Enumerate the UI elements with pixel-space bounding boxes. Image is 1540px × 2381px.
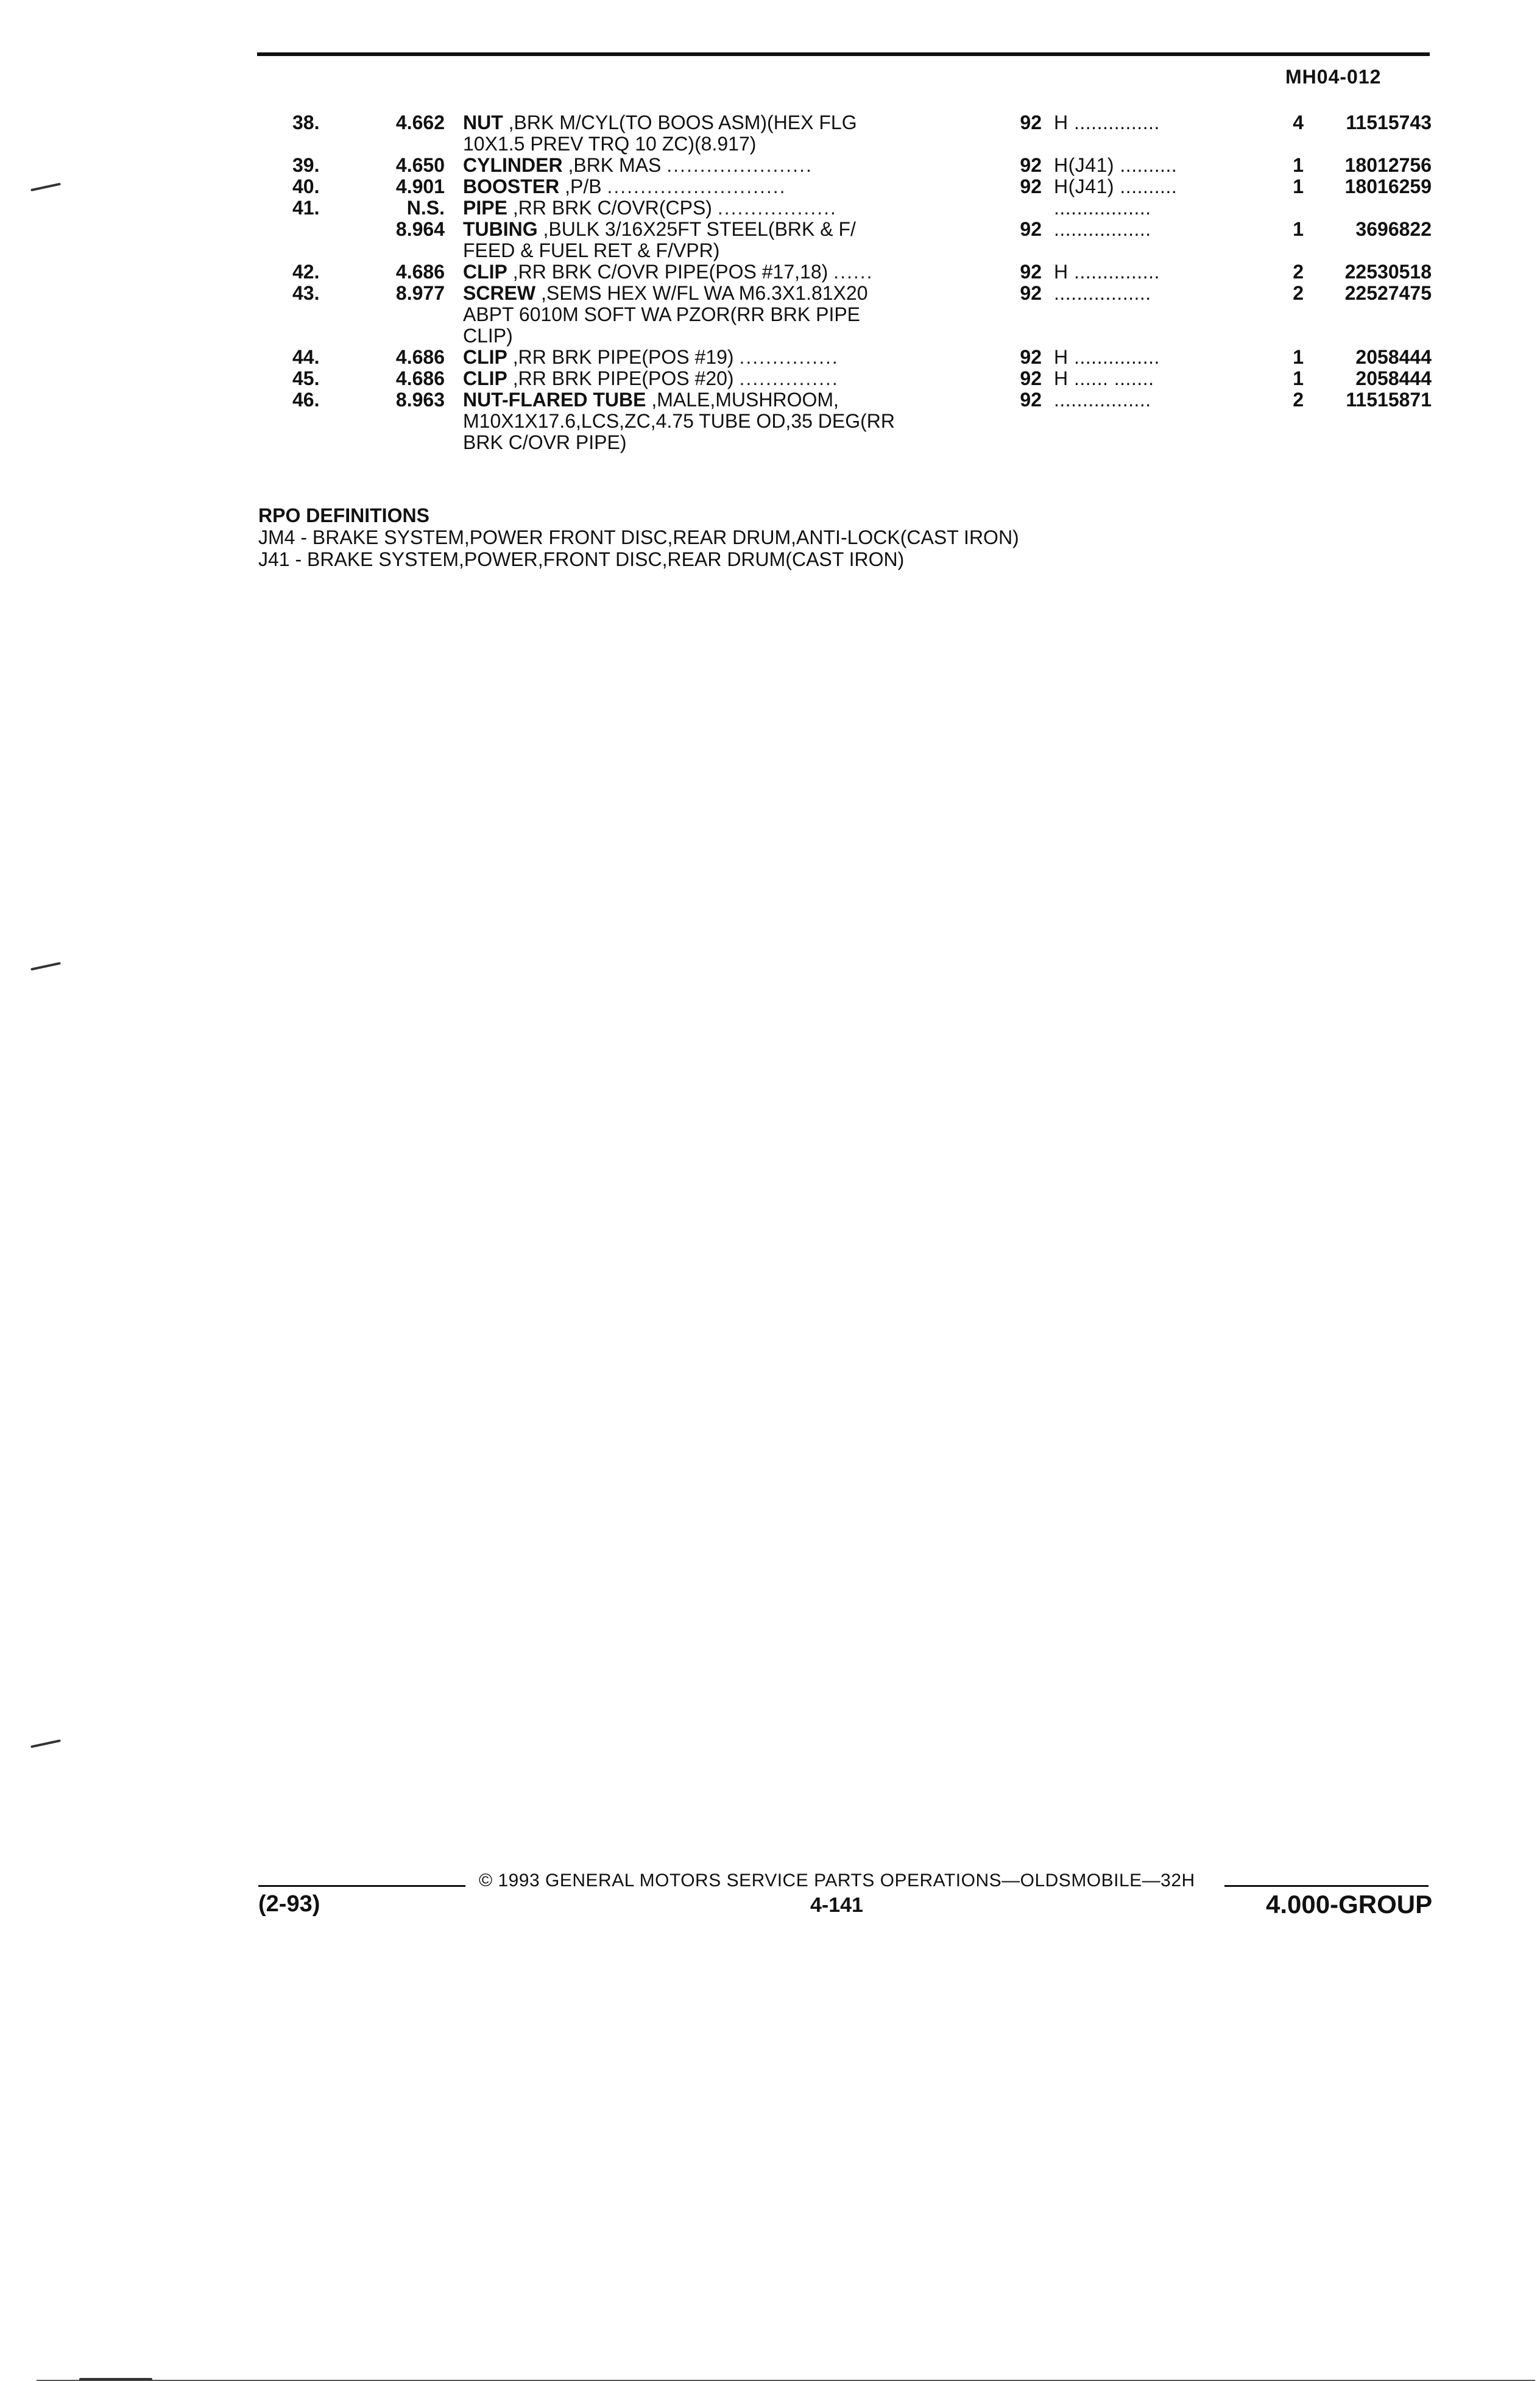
dot-leader: .......... xyxy=(1120,176,1178,197)
part-description xyxy=(463,389,987,411)
rpo-code-text: H(J41) xyxy=(1054,155,1115,176)
part-detail: BRK C/OVR PIPE) xyxy=(463,432,627,453)
dot-leader: ................. xyxy=(1054,219,1151,240)
model-year: 92 xyxy=(1020,218,1042,240)
document-id: MH04-012 xyxy=(1285,66,1382,88)
parts-row xyxy=(268,155,1438,176)
item-number: 40. xyxy=(292,175,320,197)
quantity: 2 xyxy=(1293,282,1304,304)
page-number: 4-141 xyxy=(810,1894,863,1917)
rpo-code-text: H xyxy=(1054,368,1068,389)
part-description xyxy=(463,368,987,389)
rpo-code-text: H xyxy=(1054,112,1068,133)
part-name: CYLINDER xyxy=(463,155,563,176)
dot-leader: .................. xyxy=(717,197,837,219)
quantity: 1 xyxy=(1293,367,1304,389)
dot-leader: ............... xyxy=(1074,261,1160,283)
part-number: 18016259 xyxy=(1344,175,1432,197)
item-number: 46. xyxy=(292,389,320,411)
part-number: 2058444 xyxy=(1355,346,1432,368)
model-year: 92 xyxy=(1020,389,1042,411)
part-number: 11515871 xyxy=(1346,389,1432,411)
dot-leader: ...... xyxy=(833,261,874,283)
part-description xyxy=(463,347,987,368)
group-number: 8.977 xyxy=(395,282,445,304)
footer-date-code: (2-93) xyxy=(258,1891,320,1917)
group-number: 4.901 xyxy=(395,175,445,197)
parts-row-continuation xyxy=(268,432,1438,453)
part-detail: FEED & FUEL RET & F/VPR) xyxy=(463,240,720,261)
rpo-code-text: H(J41) xyxy=(1054,176,1115,197)
part-detail: ABPT 6010M SOFT WA PZOR(RR BRK PIPE xyxy=(463,304,861,325)
model-year: 92 xyxy=(1020,282,1042,304)
part-number: 22530518 xyxy=(1344,261,1432,283)
rpo-code xyxy=(1054,176,1249,197)
dot-leader: ............... xyxy=(739,347,839,368)
group-number: 8.964 xyxy=(395,218,445,240)
item-number: 44. xyxy=(292,346,320,368)
rpo-definitions-title: RPO DEFINITIONS xyxy=(258,504,429,526)
dot-leader: ............... xyxy=(1074,112,1160,133)
part-detail: ,BRK MAS xyxy=(568,155,662,176)
part-number: 18012756 xyxy=(1344,154,1432,176)
dot-leader: ................. xyxy=(1054,389,1151,411)
quantity: 1 xyxy=(1293,218,1304,240)
rpo-definition-line: JM4 - BRAKE SYSTEM,POWER FRONT DISC,REAR DRUM,ANTI-LOCK(CAST IRON) xyxy=(258,526,1019,548)
part-detail: ,BRK M/CYL(TO BOOS ASM)(HEX FLG xyxy=(508,112,857,133)
part-detail: ,MALE,MUSHROOM, xyxy=(651,389,839,411)
part-detail: ,RR BRK PIPE(POS #19) xyxy=(512,347,734,368)
footer-rule-right xyxy=(1224,1885,1429,1887)
binder-hole-mark xyxy=(30,183,61,191)
parts-row xyxy=(268,389,1438,411)
group-number: 4.686 xyxy=(395,261,445,283)
item-number: 45. xyxy=(292,367,320,389)
dot-leader: ............... xyxy=(739,368,839,389)
dot-leader: .......... xyxy=(1120,155,1178,176)
dot-leader: ........................... xyxy=(607,176,786,197)
footer-group: 4.000-GROUP xyxy=(1266,1890,1433,1919)
rpo-code xyxy=(1054,261,1249,283)
part-detail: ,BULK 3/16X25FT STEEL(BRK & F/ xyxy=(543,219,856,240)
quantity: 1 xyxy=(1293,346,1304,368)
parts-row xyxy=(268,197,1438,219)
rpo-code xyxy=(1054,197,1249,219)
model-year: 92 xyxy=(1020,261,1042,283)
parts-row-continuation xyxy=(268,325,1438,347)
scan-edge-mark xyxy=(79,2378,152,2380)
part-name: CLIP xyxy=(463,261,507,283)
part-description xyxy=(463,432,987,453)
dot-leader: ...................... xyxy=(666,155,813,176)
parts-row xyxy=(268,347,1438,368)
model-year: 92 xyxy=(1020,346,1042,368)
item-number: 43. xyxy=(292,282,320,304)
parts-row xyxy=(268,261,1438,283)
model-year: 92 xyxy=(1020,111,1042,133)
quantity: 2 xyxy=(1293,261,1304,283)
part-description xyxy=(463,219,987,240)
rpo-code xyxy=(1054,389,1249,411)
model-year: 92 xyxy=(1020,367,1042,389)
group-number: N.S. xyxy=(406,197,445,219)
item-number: 41. xyxy=(292,197,320,219)
part-detail: ,P/B xyxy=(565,176,602,197)
group-number: 4.662 xyxy=(395,111,445,133)
rpo-code xyxy=(1054,112,1249,133)
part-name: NUT xyxy=(463,112,503,133)
part-description xyxy=(463,197,987,219)
part-description xyxy=(463,155,987,176)
part-detail: ,RR BRK C/OVR PIPE(POS #17,18) xyxy=(512,261,828,283)
part-description xyxy=(463,261,987,283)
footer-rule-left xyxy=(258,1885,465,1887)
rpo-code xyxy=(1054,368,1249,389)
parts-row xyxy=(268,283,1438,304)
part-detail: ,RR BRK PIPE(POS #20) xyxy=(512,368,734,389)
binder-hole-mark xyxy=(30,1739,61,1748)
part-description xyxy=(463,112,987,133)
quantity: 1 xyxy=(1293,175,1304,197)
part-description xyxy=(463,240,987,261)
part-description xyxy=(463,304,987,325)
part-name: SCREW xyxy=(463,283,536,304)
group-number: 8.963 xyxy=(395,389,445,411)
parts-row-continuation xyxy=(268,240,1438,261)
part-detail: M10X1X17.6,LCS,ZC,4.75 TUBE OD,35 DEG(RR xyxy=(463,411,895,432)
item-number: 42. xyxy=(292,261,320,283)
dot-leader: ............... xyxy=(1074,347,1160,368)
part-number: 11515743 xyxy=(1346,111,1432,133)
part-description xyxy=(463,176,987,197)
parts-row-continuation xyxy=(268,219,1438,240)
dot-leader: ................. xyxy=(1054,197,1151,219)
part-name: CLIP xyxy=(463,347,507,368)
binder-hole-mark xyxy=(30,962,61,971)
parts-row xyxy=(268,112,1438,133)
part-description xyxy=(463,283,987,304)
part-description xyxy=(463,133,987,155)
rpo-code xyxy=(1054,219,1249,240)
parts-row-continuation xyxy=(268,411,1438,432)
part-detail: 10X1.5 PREV TRQ 10 ZC)(8.917) xyxy=(463,133,757,155)
part-detail: CLIP) xyxy=(463,325,513,347)
part-name: TUBING xyxy=(463,219,538,240)
parts-row xyxy=(268,176,1438,197)
part-name: CLIP xyxy=(463,368,507,389)
parts-row-continuation xyxy=(268,304,1438,325)
part-name: PIPE xyxy=(463,197,507,219)
rpo-code xyxy=(1054,283,1249,304)
part-description xyxy=(463,325,987,347)
part-number: 22527475 xyxy=(1344,282,1432,304)
model-year: 92 xyxy=(1020,154,1042,176)
header-rule xyxy=(257,52,1430,56)
part-detail: ,SEMS HEX W/FL WA M6.3X1.81X20 xyxy=(541,283,868,304)
part-detail: ,RR BRK C/OVR(CPS) xyxy=(512,197,712,219)
part-number: 3696822 xyxy=(1355,218,1432,240)
parts-row-continuation xyxy=(268,133,1438,155)
item-number: 39. xyxy=(292,154,320,176)
part-number: 2058444 xyxy=(1355,367,1432,389)
rpo-definition-line: J41 - BRAKE SYSTEM,POWER,FRONT DISC,REAR DRUM(CAST IRON) xyxy=(258,548,905,570)
dot-leader: ...... ....... xyxy=(1074,368,1154,389)
part-name: NUT-FLARED TUBE xyxy=(463,389,646,411)
quantity: 4 xyxy=(1293,111,1304,133)
model-year: 92 xyxy=(1020,175,1042,197)
rpo-code xyxy=(1054,347,1249,368)
rpo-code xyxy=(1054,155,1249,176)
group-number: 4.650 xyxy=(395,154,445,176)
part-description xyxy=(463,411,987,432)
quantity: 1 xyxy=(1293,154,1304,176)
copyright-notice: © 1993 GENERAL MOTORS SERVICE PARTS OPERATIONS—OLDSMOBILE—32H xyxy=(479,1870,1195,1891)
parts-row xyxy=(268,368,1438,389)
part-name: BOOSTER xyxy=(463,176,560,197)
dot-leader: ................. xyxy=(1054,283,1151,304)
item-number: 38. xyxy=(292,111,320,133)
rpo-code-text: H xyxy=(1054,347,1068,368)
group-number: 4.686 xyxy=(395,367,445,389)
quantity: 2 xyxy=(1293,389,1304,411)
rpo-code-text: H xyxy=(1054,261,1068,283)
group-number: 4.686 xyxy=(395,346,445,368)
rpo-definitions xyxy=(258,504,1294,570)
